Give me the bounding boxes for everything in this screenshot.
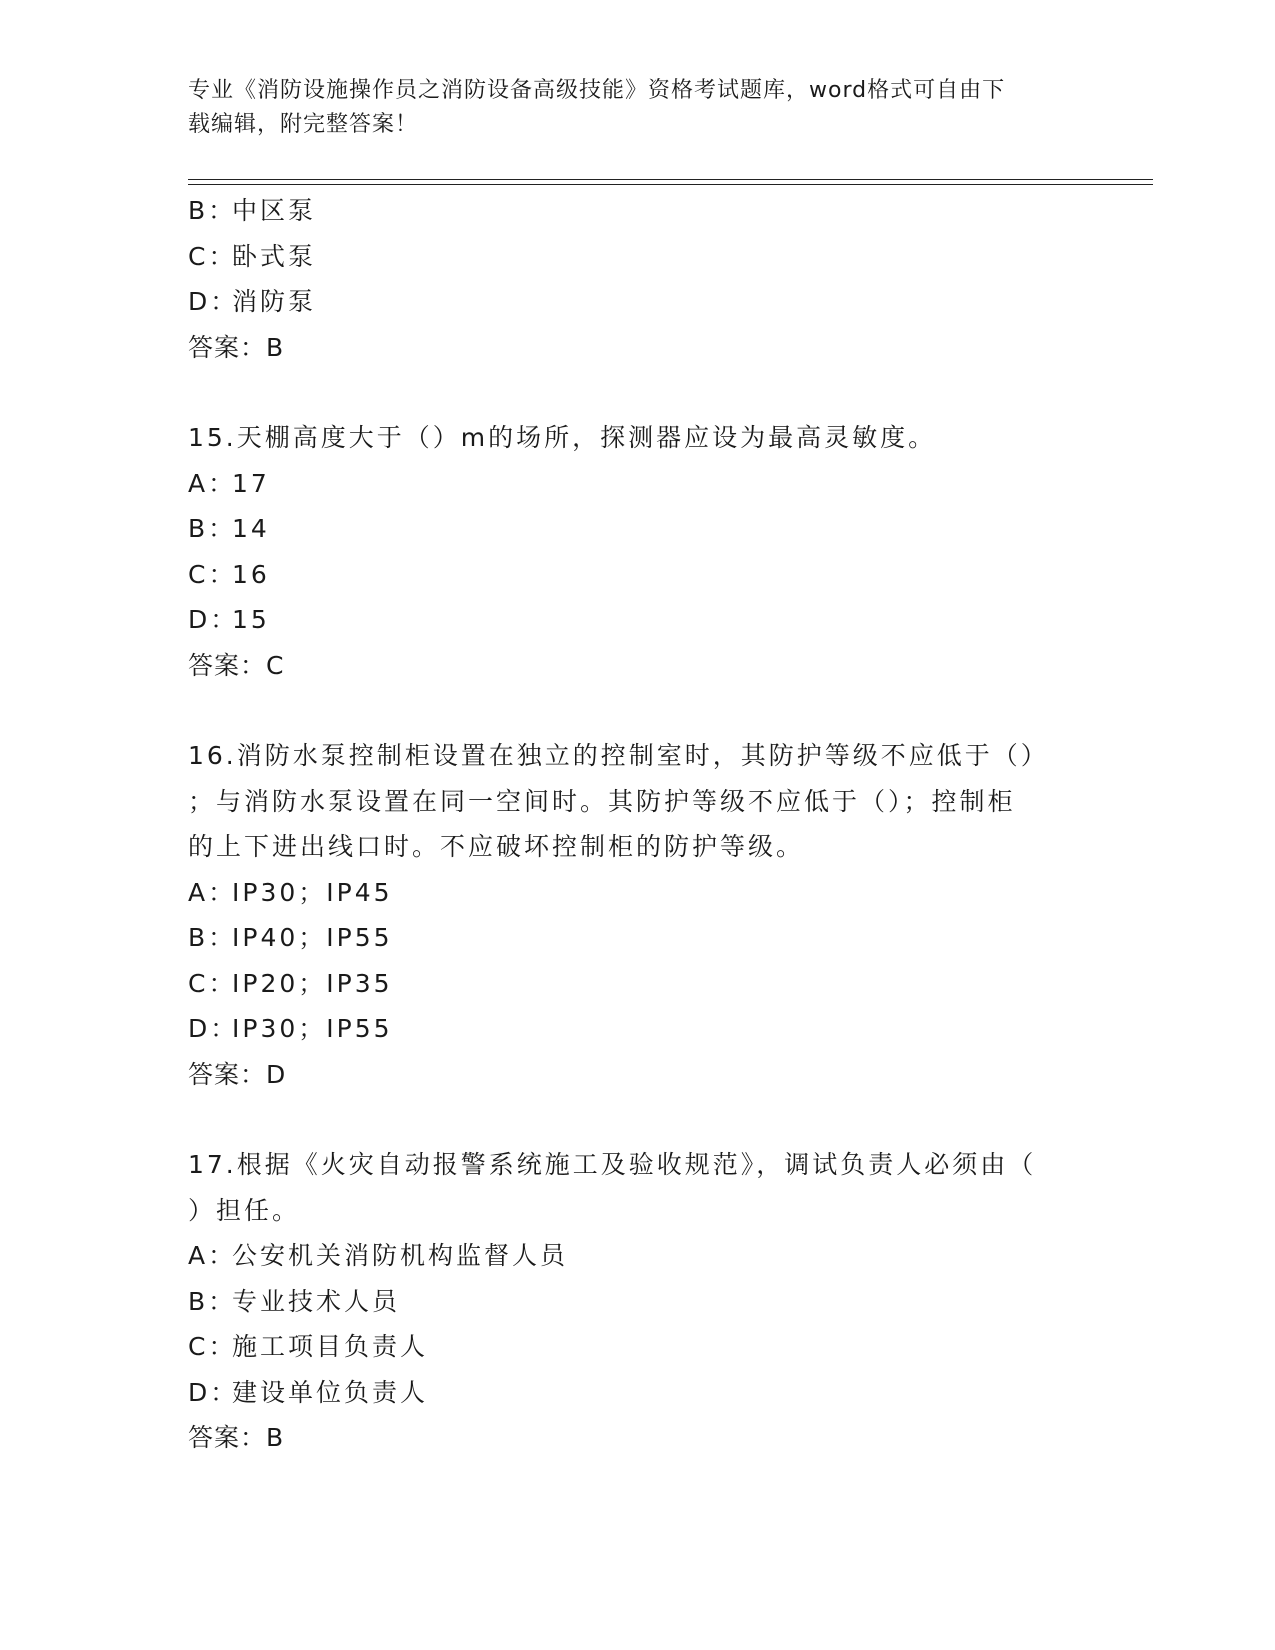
header-line-2: 载编辑，附完整答案！ (188, 112, 419, 137)
option-c: C：施工项目负责人 (188, 1332, 429, 1361)
option-a: A：17 (188, 468, 270, 498)
question-stem: ；与消防水泵设置在同一空间时。其防护等级不应低于（）；控制柜 (188, 786, 1016, 816)
question-block-16 (188, 733, 1088, 1097)
option-c: C：16 (188, 559, 270, 589)
question-stem: 16.消防水泵控制柜设置在独立的控制室时，其防护等级不应低于（） (188, 741, 1049, 770)
question-stem: 的上下进出线口时。不应破坏控制柜的防护等级。 (188, 832, 805, 861)
header-line-1: 专业《消防设施操作员之消防设备高级技能》资格考试题库，word格式可自由下 (188, 78, 1006, 103)
question-block-17 (188, 1142, 1088, 1461)
question-stem: 15.天棚高度大于（）m的场所，探测器应设为最高灵敏度。 (188, 423, 937, 452)
option-d: D：15 (188, 605, 270, 634)
answer-line: 答案：C (188, 650, 285, 680)
question-block-15 (188, 415, 1088, 688)
option-b: B：中区泵 (188, 196, 317, 225)
answer-line: 答案：B (188, 332, 285, 362)
header-divider-bottom (188, 184, 1153, 185)
option-b: B：专业技术人员 (188, 1286, 401, 1316)
option-b: B：IP40；IP55 (188, 923, 393, 952)
option-a: A：公安机关消防机构监督人员 (188, 1241, 569, 1270)
question-stem: 17.根据《火灾自动报警系统施工及验收规范》，调试负责人必须由（ (188, 1150, 1037, 1179)
option-a: A：IP30；IP45 (188, 877, 393, 907)
option-c: C：卧式泵 (188, 241, 317, 271)
option-d: D：IP30；IP55 (188, 1014, 393, 1043)
answer-line: 答案：B (188, 1423, 285, 1452)
question-block-continued (188, 188, 1088, 370)
question-list (188, 188, 1088, 1461)
option-b: B：14 (188, 514, 270, 543)
page-header (188, 74, 1068, 142)
answer-line: 答案：D (188, 1059, 287, 1089)
question-stem: ）担任。 (188, 1195, 301, 1225)
option-d: D：消防泵 (188, 287, 317, 316)
option-c: C：IP20；IP35 (188, 968, 393, 998)
header-divider-top (188, 179, 1153, 180)
option-d: D：建设单位负责人 (188, 1377, 429, 1407)
